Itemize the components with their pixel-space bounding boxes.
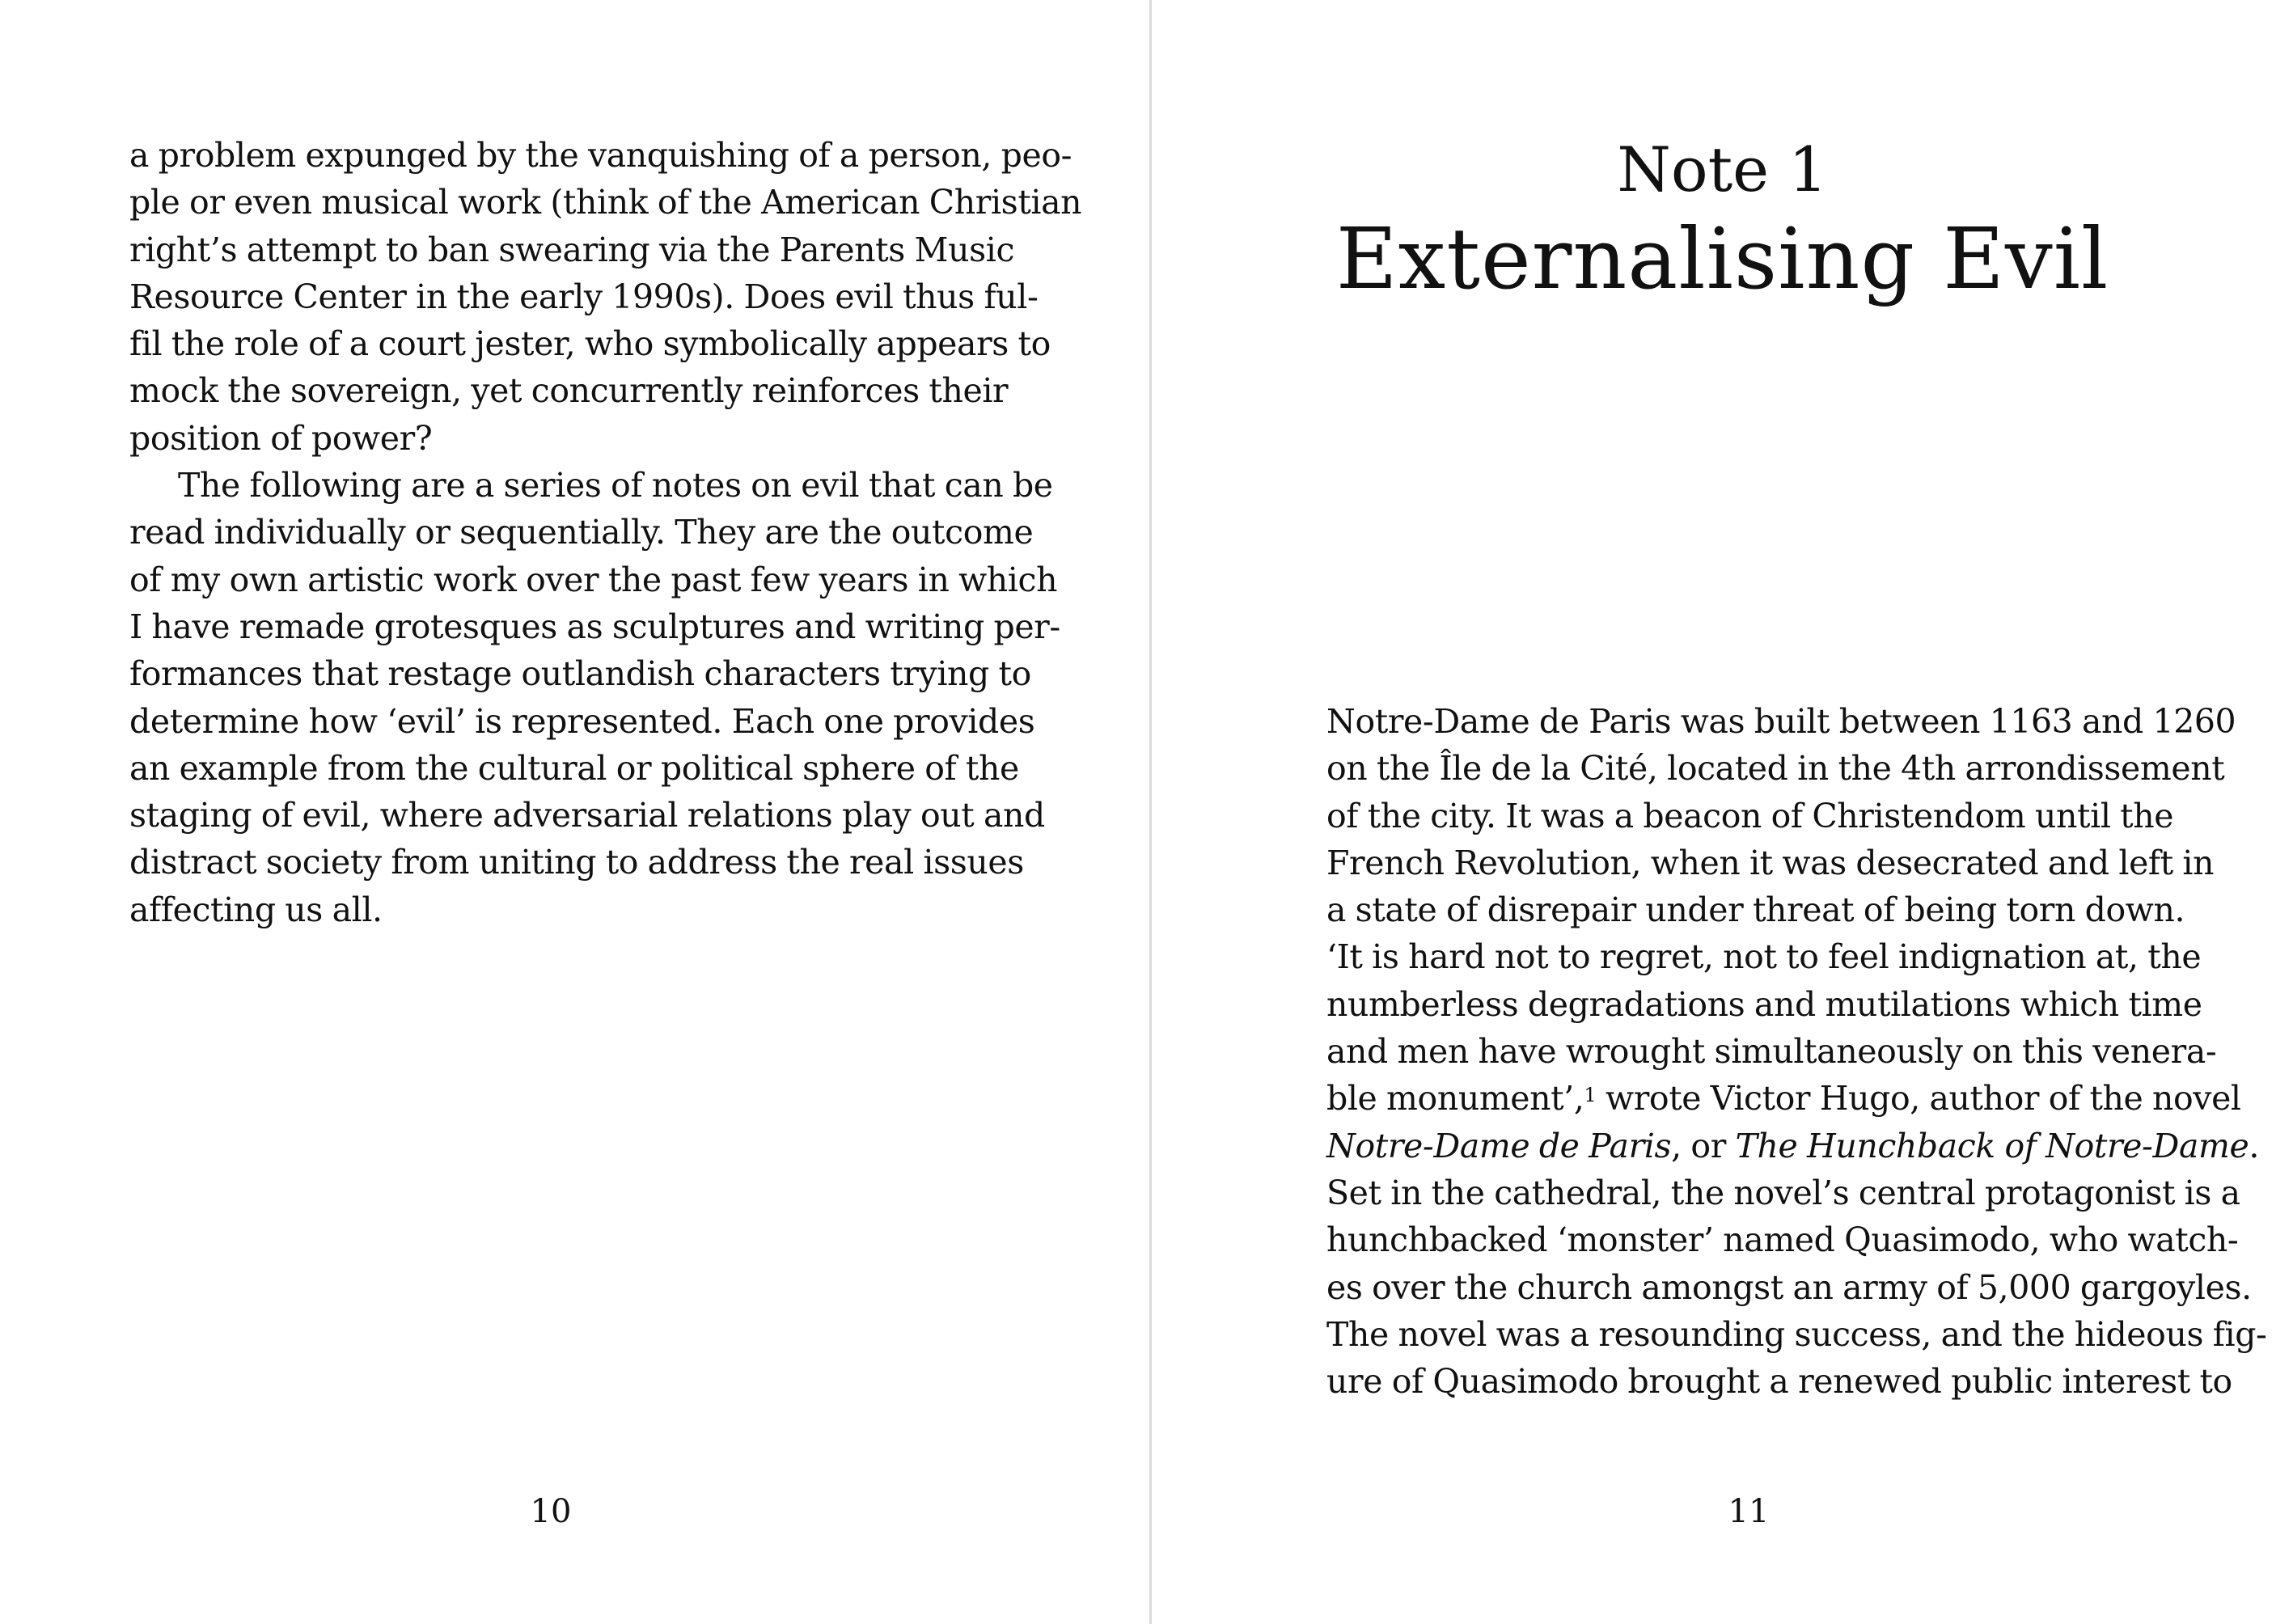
text-line: The novel was a resounding success, and the hideous fig-	[1326, 1314, 2267, 1354]
text-line: determine how ‘evil’ is represented. Each one provides	[129, 701, 1035, 741]
text-line: Set in the cathedral, the novel’s central protagonist is a	[1326, 1173, 2240, 1212]
italic-title: The Hunchback of Notre-Dame	[1735, 1126, 2249, 1165]
text-line: right’s attempt to ban swearing via the Parents Music	[129, 230, 1015, 269]
text-line: ple or even musical work (think of the American Christian	[129, 183, 1082, 222]
text-line: formances that restage outlandish characters trying to	[129, 654, 1031, 694]
footnote-marker[interactable]: 1	[1584, 1084, 1597, 1107]
text-line: position of power?	[129, 418, 433, 458]
right-page	[1152, 0, 2293, 1624]
text-segment: wrote Victor Hugo, author of the novel	[1596, 1079, 2241, 1119]
text-line: ure of Quasimodo brought a renewed public interest to	[1326, 1362, 2232, 1402]
text-line: French Revolution, when it was desecrated and left in	[1326, 843, 2215, 882]
text-line: and men have wrought simultaneously on this venera-	[1326, 1032, 2217, 1072]
text-segment: ble monument’,	[1326, 1079, 1584, 1119]
text-line: Notre-Dame de Paris was built between 1163 and 1260	[1326, 702, 2236, 741]
page-number: 10	[530, 1493, 572, 1530]
text-segment: , or	[1671, 1126, 1736, 1165]
page-number: 11	[1728, 1493, 1770, 1530]
text-line: read individually or sequentially. They are the outcome	[129, 513, 1034, 552]
text-line: of the city. It was a beacon of Christendom until the	[1326, 796, 2174, 835]
text-line: es over the church amongst an army of 5,000 gargoyles.	[1326, 1267, 2252, 1307]
text-line: a problem expunged by the vanquishing of a person, peo-	[129, 136, 1072, 175]
text-line: on the Île de la Cité, located in the 4th arrondissement	[1326, 749, 2225, 789]
text-line: staging of evil, where adversarial relations play out and	[129, 796, 1045, 835]
chapter-title: Externalising Evil	[1335, 209, 2109, 308]
text-line: mock the sovereign, yet concurrently reinforces their	[129, 371, 1009, 411]
text-line-with-titles	[1326, 1123, 2259, 1169]
italic-title: Notre-Dame de Paris	[1326, 1126, 1672, 1165]
text-line: a state of disrepair under threat of being torn down.	[1326, 890, 2185, 930]
text-line: I have remade grotesques as sculptures and writing per-	[129, 607, 1060, 646]
text-line: hunchbacked ‘monster’ named Quasimodo, who watch-	[1326, 1220, 2239, 1260]
text-line: of my own artistic work over the past few years in which	[129, 560, 1058, 599]
text-line: ‘It is hard not to regret, not to feel indignation at, the	[1326, 937, 2202, 977]
text-line: Resource Center in the early 1990s). Does evil thus ful-	[129, 277, 1039, 316]
text-line-with-footnote	[1326, 1075, 2241, 1122]
text-line: an example from the cultural or political sphere of the	[129, 748, 1019, 788]
text-line: The following are a series of notes on evil that can be	[178, 466, 1053, 505]
right-page-body	[1326, 698, 2267, 1405]
text-segment: .	[2249, 1126, 2259, 1165]
text-line: numberless degradations and mutilations which time	[1326, 984, 2202, 1024]
left-page-body	[129, 132, 1082, 933]
text-line: fil the role of a court jester, who symbolically appears to	[129, 324, 1051, 364]
text-line: affecting us all.	[129, 890, 383, 929]
text-line: distract society from uniting to address the real issues	[129, 843, 1024, 882]
chapter-number: Note 1	[1617, 133, 1828, 205]
